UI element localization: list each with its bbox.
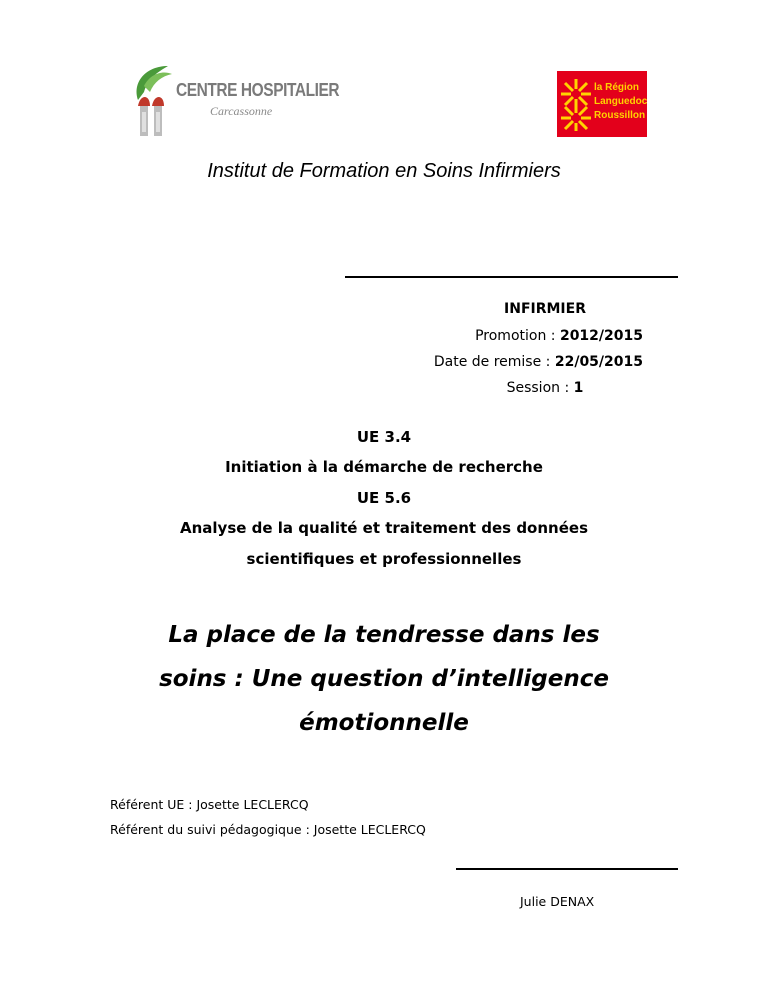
thesis-title-line1: La place de la tendresse dans les [168,622,600,648]
session-line [365,380,725,396]
thesis-title-line3: émotionnelle [299,710,469,736]
region-logo-text [594,81,647,123]
hospital-emblem-icon [128,62,178,142]
occitan-cross-icon [559,77,593,131]
program-label: INFIRMIER [504,301,586,317]
hospital-logo [128,62,340,142]
session-value: 1 [573,380,584,396]
promotion-label: Promotion : [475,328,560,344]
institute-name: Institut de Formation en Soins Infirmiers [207,160,561,182]
region-logo-line1: la Région [594,82,640,93]
ue2-code: UE 5.6 [356,489,412,507]
author-name: Julie DENAX [520,894,595,909]
promotion-value: 2012/2015 [559,328,643,344]
hospital-logo-city: Carcassonne [210,104,273,118]
ue1-code: UE 3.4 [356,428,412,446]
region-logo-line3: Roussillon [594,110,646,121]
thesis-title-line2: soins : Une question d’intelligence [159,666,609,692]
session-label: Session : [506,380,574,396]
date-line [243,354,643,370]
promotion-line [243,328,643,344]
ue2-title-line1: Analyse de la qualité et traitement des données [179,519,588,537]
referent-ue: Référent UE : Josette LECLERCQ [110,797,309,812]
top-divider [345,276,678,278]
hospital-logo-name: CENTRE HOSPITALIER [176,80,340,100]
region-logo-line2: Languedoc [594,96,648,107]
ue1-title: Initiation à la démarche de recherche [225,458,543,476]
date-label: Date de remise : [433,354,555,370]
referent-suivi: Référent du suivi pédagogique : Josette LECLERCQ [110,822,426,837]
date-value: 22/05/2015 [554,354,643,370]
signature-divider [456,868,678,870]
ue2-title-line2: scientifiques et professionnelles [246,550,522,568]
region-logo [557,71,647,137]
